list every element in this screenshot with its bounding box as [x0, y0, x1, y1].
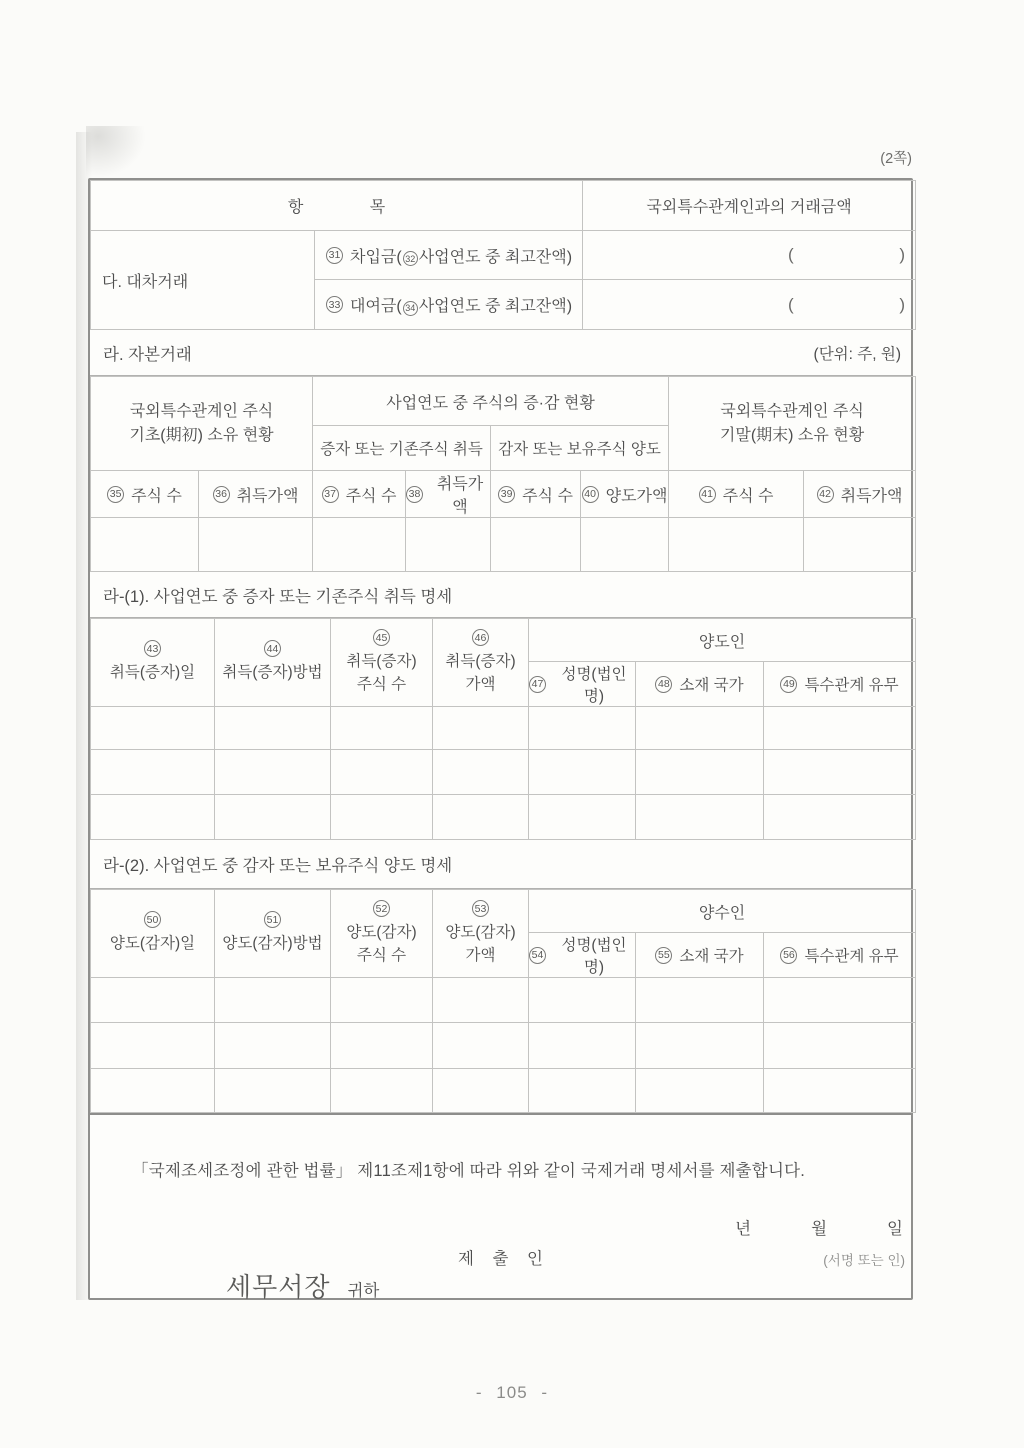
begin-holding-header: 국외특수관계인 주식 기초(期初) 소유 현황	[91, 377, 313, 471]
empty-cell	[529, 750, 636, 795]
transfer-shares-header: 52 양도(감자) 주식 수	[331, 890, 433, 978]
empty-cell	[804, 518, 916, 572]
empty-cell	[91, 1023, 215, 1069]
lending-item-cell	[315, 280, 583, 330]
empty-cell	[764, 750, 916, 795]
amount-header-cell: 국외특수관계인과의 거래금액	[583, 181, 916, 231]
circled-number: 56	[780, 947, 797, 964]
empty-cell	[529, 1069, 636, 1113]
declaration-statement: 「국제조세조정에 관한 법률」 제11조제1항에 따라 위와 같이 국제거래 명세서를 제출합니다.	[132, 1162, 806, 1180]
amount-cell	[583, 280, 916, 330]
empty-cell	[764, 1069, 916, 1113]
unit-label: (단위: 주, 원)	[813, 345, 901, 363]
empty-cell	[433, 707, 529, 750]
empty-cell	[331, 978, 433, 1023]
recipient-line	[226, 1267, 379, 1304]
date-line	[735, 1215, 907, 1239]
circled-number: 55	[655, 947, 672, 964]
ra2-section-row	[90, 840, 911, 889]
change-status-header: 사업연도 중 주식의 증·감 현황	[313, 377, 669, 426]
page-number: - 105 -	[475, 1383, 549, 1402]
scan-smudge	[86, 126, 146, 178]
amount-cell	[583, 231, 916, 280]
transferor-group-header: 양도인	[529, 619, 916, 662]
empty-cell	[215, 795, 331, 840]
circled-number: 39	[498, 486, 515, 503]
signature-note: (서명 또는 인)	[823, 1253, 905, 1268]
ra2-section-label: 라-(2). 사업연도 중 감자 또는 보유주식 양도 명세	[103, 857, 453, 875]
transferee-name-header: 54 성명(법인명)	[529, 933, 636, 978]
acquisition-method-header: 44 취득(증자)방법	[215, 619, 331, 707]
circled-number: 44	[264, 640, 281, 657]
empty-cell	[636, 1069, 764, 1113]
empty-cell	[91, 795, 215, 840]
empty-cell	[636, 978, 764, 1023]
circled-number: 34	[403, 301, 418, 316]
transferee-country-header: 55 소재 국가	[636, 933, 764, 978]
col-header-shares: 39 주식 수	[491, 471, 581, 518]
empty-cell	[91, 978, 215, 1023]
date-year-label: 년	[735, 1220, 752, 1238]
circled-number: 41	[699, 486, 716, 503]
col-header-shares: 41 주식 수	[669, 471, 804, 518]
empty-cell	[433, 750, 529, 795]
empty-cell	[764, 978, 916, 1023]
empty-cell	[433, 795, 529, 840]
empty-cell	[669, 518, 804, 572]
empty-cell	[331, 795, 433, 840]
col-header-acquisition-value: 36 취득가액	[199, 471, 313, 518]
circled-number: 36	[213, 486, 230, 503]
ra1-section-label: 라-(1). 사업연도 중 증자 또는 기존주식 취득 명세	[103, 587, 453, 606]
capital-transaction-table	[90, 376, 916, 572]
empty-cell	[636, 1023, 764, 1069]
empty-cell	[529, 707, 636, 750]
circled-number: 32	[403, 251, 418, 266]
recipient-title: 세무서장	[226, 1272, 331, 1302]
transferor-country-header: 48 소재 국가	[636, 662, 764, 707]
empty-cell	[91, 750, 215, 795]
empty-cell	[215, 750, 331, 795]
form-body	[88, 178, 913, 1300]
item-header-cell: 항 목	[91, 181, 583, 231]
empty-cell	[215, 978, 331, 1023]
empty-cell	[636, 795, 764, 840]
page-marker: (2쪽)	[880, 151, 912, 167]
col-header-transfer-value: 40 양도가액	[581, 471, 669, 518]
capital-section-row	[90, 330, 911, 376]
empty-cell	[215, 1069, 331, 1113]
transfer-date-header: 50 양도(감자)일	[91, 890, 215, 978]
transfer-value-header: 53 양도(감자) 가액	[433, 890, 529, 978]
circled-number: 42	[817, 486, 834, 503]
loan-transaction-table	[90, 180, 916, 330]
empty-cell	[331, 1023, 433, 1069]
empty-cell	[529, 978, 636, 1023]
circled-number: 52	[373, 900, 390, 917]
borrowing-item-cell	[315, 231, 583, 280]
decrease-subheader: 감자 또는 보유주식 양도	[491, 426, 669, 471]
circled-number: 48	[655, 676, 672, 693]
empty-cell	[529, 1023, 636, 1069]
col-header-shares: 37 주식 수	[313, 471, 406, 518]
empty-cell	[529, 795, 636, 840]
empty-cell	[215, 707, 331, 750]
empty-cell	[764, 1023, 916, 1069]
circled-number: 51	[264, 911, 281, 928]
empty-cell	[331, 707, 433, 750]
transferee-group-header: 양수인	[529, 890, 916, 933]
circled-number: 53	[472, 900, 489, 917]
date-month-label: 월	[811, 1220, 828, 1238]
circled-number: 33	[326, 296, 343, 313]
ra1-section-row	[90, 572, 911, 618]
circled-number: 49	[780, 676, 797, 693]
circled-number: 40	[582, 486, 599, 503]
col-header-shares: 35 주식 수	[91, 471, 199, 518]
empty-cell	[764, 795, 916, 840]
transferor-relation-header: 49 특수관계 유무	[764, 662, 916, 707]
increase-subheader: 증자 또는 기존주식 취득	[313, 426, 491, 471]
loan-group-label: 다. 대차거래	[91, 231, 315, 330]
circled-number: 46	[472, 629, 489, 646]
circled-number: 35	[107, 486, 124, 503]
date-day-label: 일	[887, 1220, 903, 1238]
paren-close: )	[899, 294, 906, 314]
item-text: 차입금( 32 사업연도 중 최고잔액)	[350, 248, 573, 266]
submitter-label: 제 출 인	[458, 1250, 543, 1268]
circled-number: 50	[144, 911, 161, 928]
empty-cell	[636, 707, 764, 750]
paren-open: (	[788, 245, 794, 264]
item-text: 대여금( 34 사업연도 중 최고잔액)	[350, 298, 573, 315]
empty-cell	[331, 1069, 433, 1113]
empty-cell	[331, 750, 433, 795]
empty-cell	[91, 1069, 215, 1113]
col-header-acquisition-value: 42 취득가액	[804, 471, 916, 518]
circled-number: 45	[373, 629, 390, 646]
paren-open: (	[788, 294, 794, 314]
transferee-relation-header: 56 특수관계 유무	[764, 933, 916, 978]
recipient-honorific: 귀하	[347, 1282, 380, 1300]
circled-number: 43	[144, 640, 161, 657]
empty-cell	[215, 1023, 331, 1069]
col-header-acquisition-value: 38 취득가액	[406, 471, 491, 518]
acquisition-value-header: 46 취득(증자) 가액	[433, 619, 529, 707]
circled-number: 38	[406, 486, 423, 503]
empty-cell	[91, 518, 199, 572]
circled-number: 37	[322, 486, 339, 503]
empty-cell	[433, 978, 529, 1023]
capital-section-label: 라. 자본거래	[103, 345, 192, 364]
empty-cell	[764, 707, 916, 750]
empty-cell	[581, 518, 669, 572]
acquisition-date-header: 43 취득(증자)일	[91, 619, 215, 707]
paren-close: )	[899, 245, 906, 264]
empty-cell	[433, 1023, 529, 1069]
acquisition-shares-header: 45 취득(증자) 주식 수	[331, 619, 433, 707]
transfer-method-header: 51 양도(감자)방법	[215, 890, 331, 978]
empty-cell	[406, 518, 491, 572]
transferor-name-header: 47 성명(법인명)	[529, 662, 636, 707]
empty-cell	[199, 518, 313, 572]
end-holding-header: 국외특수관계인 주식 기말(期末) 소유 현황	[669, 377, 916, 471]
empty-cell	[636, 750, 764, 795]
circled-number: 54	[529, 947, 546, 964]
declaration-section	[90, 1113, 911, 1311]
empty-cell	[91, 707, 215, 750]
circled-number: 47	[529, 676, 546, 693]
transfer-detail-table	[90, 889, 916, 1113]
empty-cell	[491, 518, 581, 572]
empty-cell	[433, 1069, 529, 1113]
acquisition-detail-table	[90, 618, 916, 840]
empty-cell	[313, 518, 406, 572]
circled-number: 31	[326, 247, 343, 264]
